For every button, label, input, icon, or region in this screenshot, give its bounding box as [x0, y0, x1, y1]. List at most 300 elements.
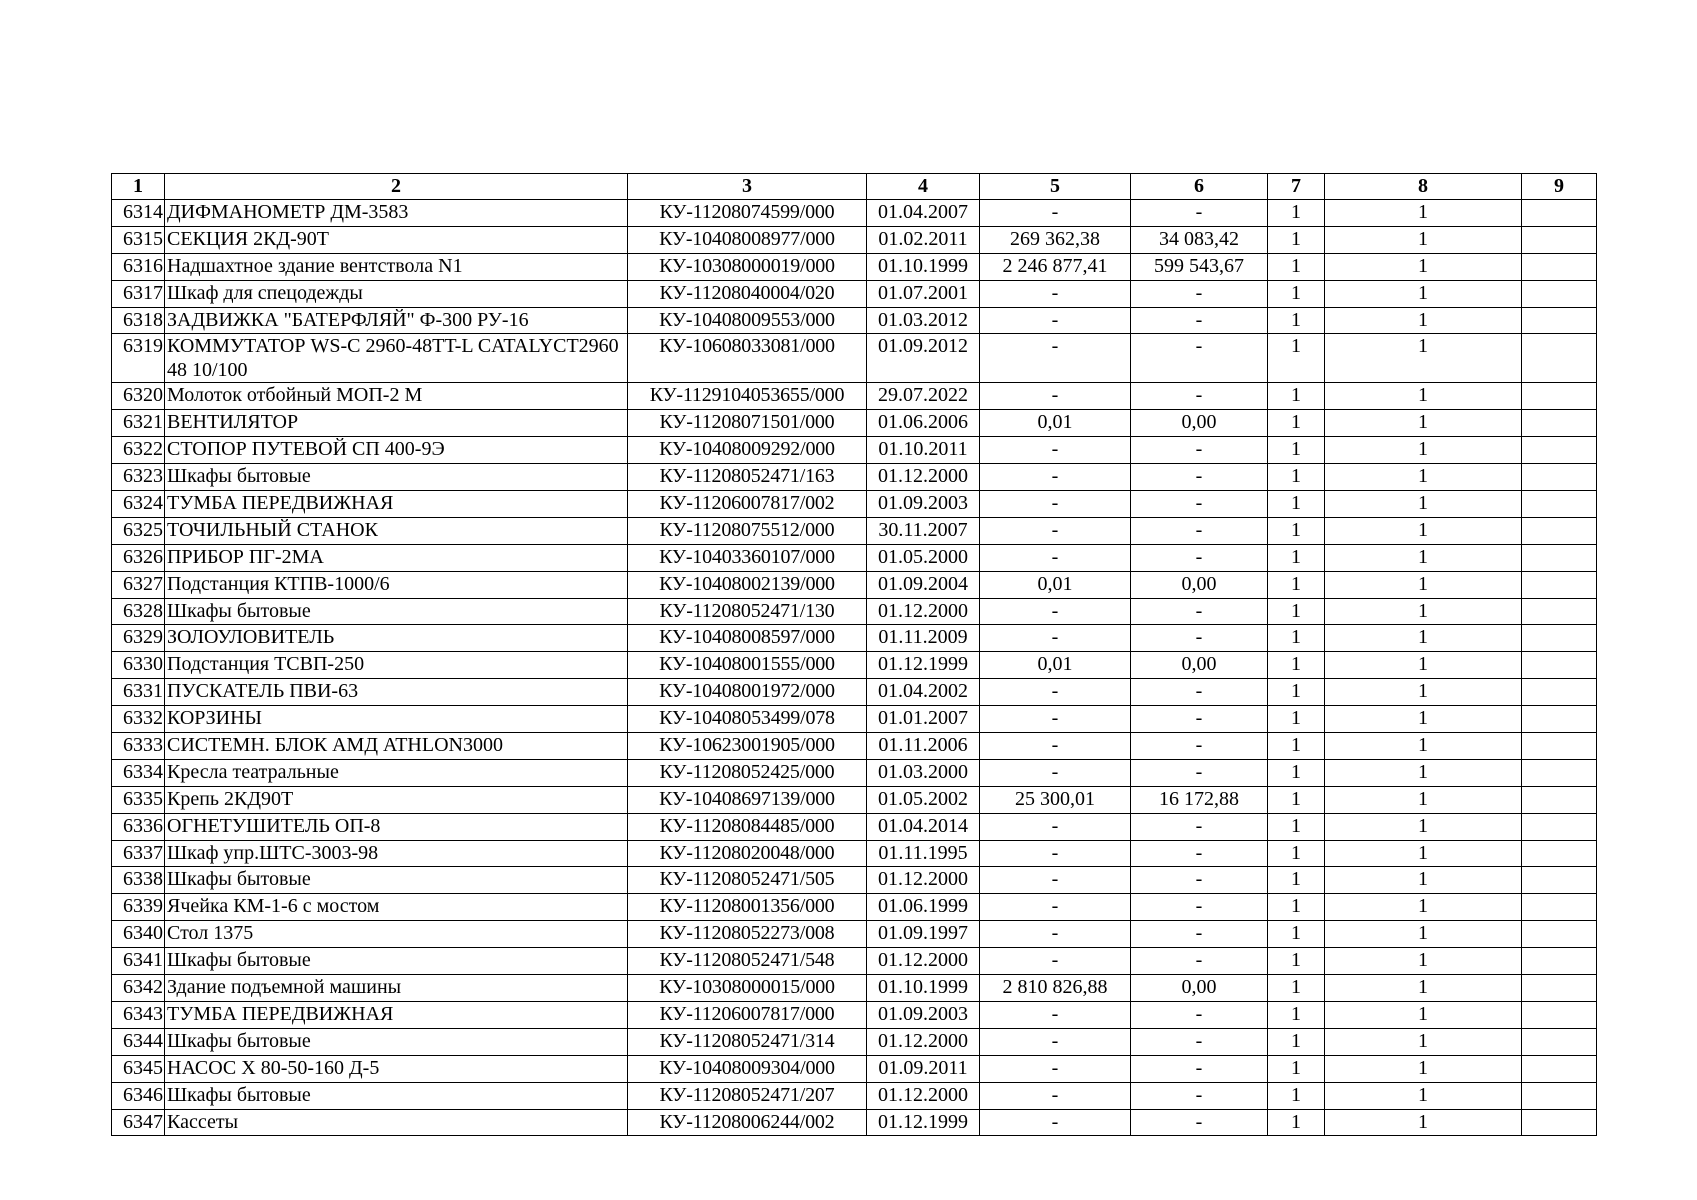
table-row	[112, 867, 1597, 894]
initial-cost-cell: -	[980, 464, 1131, 491]
quantity-cell: 1	[1268, 598, 1325, 625]
header-cell-9: 9	[1522, 174, 1597, 200]
residual-cost-cell: -	[1131, 1001, 1268, 1028]
note-cell	[1522, 334, 1597, 383]
item-name-cell: НАСОС Х 80-50-160 Д-5	[165, 1055, 628, 1082]
quantity-cell: 1	[1268, 383, 1325, 410]
residual-cost-cell: -	[1131, 1055, 1268, 1082]
initial-cost-cell: -	[980, 334, 1131, 383]
date-cell: 01.09.2012	[867, 334, 980, 383]
inventory-code-cell: КУ-11206007817/000	[628, 1001, 867, 1028]
item-name-cell: Кассеты	[165, 1109, 628, 1136]
date-cell: 01.05.2000	[867, 544, 980, 571]
date-cell: 01.03.2012	[867, 307, 980, 334]
inventory-code-cell: КУ-11206007817/002	[628, 491, 867, 518]
date-cell: 30.11.2007	[867, 517, 980, 544]
row-number-cell: 6325	[112, 517, 165, 544]
table-row	[112, 652, 1597, 679]
row-number-cell: 6337	[112, 840, 165, 867]
residual-cost-cell: -	[1131, 679, 1268, 706]
item-name-cell: Шкаф упр.ШТС-3003-98	[165, 840, 628, 867]
row-number-cell: 6331	[112, 679, 165, 706]
row-number-cell: 6333	[112, 733, 165, 760]
table-row	[112, 517, 1597, 544]
inventory-code-cell: КУ-11208040004/020	[628, 280, 867, 307]
actual-quantity-cell: 1	[1325, 759, 1522, 786]
date-cell: 01.10.2011	[867, 437, 980, 464]
actual-quantity-cell: 1	[1325, 1082, 1522, 1109]
inventory-code-cell: КУ-11208052471/163	[628, 464, 867, 491]
row-number-cell: 6316	[112, 253, 165, 280]
inventory-sheet	[111, 173, 1597, 1136]
row-number-cell: 6327	[112, 571, 165, 598]
note-cell	[1522, 894, 1597, 921]
inventory-code-cell: КУ-11208020048/000	[628, 840, 867, 867]
residual-cost-cell: -	[1131, 706, 1268, 733]
date-cell: 01.11.1995	[867, 840, 980, 867]
table-row	[112, 1001, 1597, 1028]
inventory-code-cell: КУ-10408053499/078	[628, 706, 867, 733]
table-row	[112, 280, 1597, 307]
date-cell: 01.09.2004	[867, 571, 980, 598]
note-cell	[1522, 517, 1597, 544]
date-cell: 01.09.2003	[867, 491, 980, 518]
item-name-cell: ВЕНТИЛЯТОР	[165, 410, 628, 437]
inventory-code-cell: КУ-11208075512/000	[628, 517, 867, 544]
note-cell	[1522, 948, 1597, 975]
note-cell	[1522, 571, 1597, 598]
note-cell	[1522, 1055, 1597, 1082]
table-row	[112, 1082, 1597, 1109]
row-number-cell: 6345	[112, 1055, 165, 1082]
row-number-cell: 6342	[112, 975, 165, 1002]
residual-cost-cell: -	[1131, 813, 1268, 840]
actual-quantity-cell: 1	[1325, 1028, 1522, 1055]
note-cell	[1522, 625, 1597, 652]
inventory-code-cell: КУ-10403360107/000	[628, 544, 867, 571]
inventory-code-cell: КУ-10408008597/000	[628, 625, 867, 652]
actual-quantity-cell: 1	[1325, 598, 1522, 625]
actual-quantity-cell: 1	[1325, 383, 1522, 410]
quantity-cell: 1	[1268, 410, 1325, 437]
quantity-cell: 1	[1268, 437, 1325, 464]
item-name-cell: Стол 1375	[165, 921, 628, 948]
item-name-cell: КОММУТАТОР WS-C 2960-48TT-L CATALYCT2960 48 10/100	[165, 334, 628, 383]
row-number-cell: 6324	[112, 491, 165, 518]
row-number-cell: 6340	[112, 921, 165, 948]
residual-cost-cell: -	[1131, 948, 1268, 975]
note-cell	[1522, 786, 1597, 813]
residual-cost-cell: 16 172,88	[1131, 786, 1268, 813]
inventory-code-cell: КУ-10408001555/000	[628, 652, 867, 679]
item-name-cell: ОГНЕТУШИТЕЛЬ ОП-8	[165, 813, 628, 840]
residual-cost-cell: -	[1131, 840, 1268, 867]
inventory-code-cell: КУ-11208052471/505	[628, 867, 867, 894]
item-name-cell: Подстанция ТСВП-250	[165, 652, 628, 679]
actual-quantity-cell: 1	[1325, 491, 1522, 518]
residual-cost-cell: -	[1131, 1028, 1268, 1055]
row-number-cell: 6332	[112, 706, 165, 733]
note-cell	[1522, 1028, 1597, 1055]
date-cell: 01.06.2006	[867, 410, 980, 437]
residual-cost-cell: -	[1131, 491, 1268, 518]
quantity-cell: 1	[1268, 948, 1325, 975]
quantity-cell: 1	[1268, 280, 1325, 307]
quantity-cell: 1	[1268, 733, 1325, 760]
table-row	[112, 383, 1597, 410]
actual-quantity-cell: 1	[1325, 1001, 1522, 1028]
initial-cost-cell: -	[980, 1001, 1131, 1028]
actual-quantity-cell: 1	[1325, 200, 1522, 227]
residual-cost-cell: -	[1131, 598, 1268, 625]
initial-cost-cell: -	[980, 1082, 1131, 1109]
item-name-cell: Ячейка КМ-1-6 с мостом	[165, 894, 628, 921]
quantity-cell: 1	[1268, 307, 1325, 334]
quantity-cell: 1	[1268, 679, 1325, 706]
note-cell	[1522, 1082, 1597, 1109]
initial-cost-cell: -	[980, 706, 1131, 733]
inventory-code-cell: КУ-11208084485/000	[628, 813, 867, 840]
date-cell: 01.04.2007	[867, 200, 980, 227]
date-cell: 01.10.1999	[867, 253, 980, 280]
initial-cost-cell: -	[980, 280, 1131, 307]
table-row	[112, 733, 1597, 760]
quantity-cell: 1	[1268, 625, 1325, 652]
actual-quantity-cell: 1	[1325, 571, 1522, 598]
initial-cost-cell: 25 300,01	[980, 786, 1131, 813]
table-row	[112, 307, 1597, 334]
note-cell	[1522, 226, 1597, 253]
residual-cost-cell: 0,00	[1131, 571, 1268, 598]
inventory-code-cell: КУ-11208071501/000	[628, 410, 867, 437]
initial-cost-cell: -	[980, 491, 1131, 518]
actual-quantity-cell: 1	[1325, 437, 1522, 464]
initial-cost-cell: -	[980, 625, 1131, 652]
note-cell	[1522, 307, 1597, 334]
row-number-cell: 6347	[112, 1109, 165, 1136]
residual-cost-cell: -	[1131, 280, 1268, 307]
initial-cost-cell: -	[980, 307, 1131, 334]
header-cell-7: 7	[1268, 174, 1325, 200]
quantity-cell: 1	[1268, 706, 1325, 733]
residual-cost-cell: -	[1131, 464, 1268, 491]
inventory-code-cell: КУ-10608033081/000	[628, 334, 867, 383]
item-name-cell: ТОЧИЛЬНЫЙ СТАНОК	[165, 517, 628, 544]
inventory-code-cell: КУ-11208052273/008	[628, 921, 867, 948]
residual-cost-cell: -	[1131, 437, 1268, 464]
residual-cost-cell: -	[1131, 517, 1268, 544]
quantity-cell: 1	[1268, 544, 1325, 571]
note-cell	[1522, 679, 1597, 706]
header-cell-1: 1	[112, 174, 165, 200]
table-row	[112, 625, 1597, 652]
row-number-cell: 6330	[112, 652, 165, 679]
initial-cost-cell: 2 810 826,88	[980, 975, 1131, 1002]
date-cell: 01.01.2007	[867, 706, 980, 733]
note-cell	[1522, 759, 1597, 786]
actual-quantity-cell: 1	[1325, 733, 1522, 760]
note-cell	[1522, 813, 1597, 840]
item-name-cell: Надшахтное здание вентствола N1	[165, 253, 628, 280]
item-name-cell: Шкаф для спецодежды	[165, 280, 628, 307]
table-row	[112, 571, 1597, 598]
actual-quantity-cell: 1	[1325, 544, 1522, 571]
initial-cost-cell: -	[980, 200, 1131, 227]
actual-quantity-cell: 1	[1325, 517, 1522, 544]
initial-cost-cell: -	[980, 921, 1131, 948]
initial-cost-cell: -	[980, 894, 1131, 921]
residual-cost-cell: -	[1131, 733, 1268, 760]
note-cell	[1522, 733, 1597, 760]
actual-quantity-cell: 1	[1325, 1055, 1522, 1082]
table-row	[112, 1109, 1597, 1136]
item-name-cell: СТОПОР ПУТЕВОЙ СП 400-9Э	[165, 437, 628, 464]
date-cell: 01.09.2011	[867, 1055, 980, 1082]
note-cell	[1522, 437, 1597, 464]
item-name-cell: ДИФМАНОМЕТР ДМ-3583	[165, 200, 628, 227]
item-name-cell: ТУМБА ПЕРЕДВИЖНАЯ	[165, 491, 628, 518]
residual-cost-cell: 0,00	[1131, 410, 1268, 437]
quantity-cell: 1	[1268, 786, 1325, 813]
date-cell: 01.12.1999	[867, 652, 980, 679]
header-cell-2: 2	[165, 174, 628, 200]
actual-quantity-cell: 1	[1325, 253, 1522, 280]
initial-cost-cell: -	[980, 437, 1131, 464]
initial-cost-cell: -	[980, 383, 1131, 410]
item-name-cell: Шкафы бытовые	[165, 464, 628, 491]
row-number-cell: 6339	[112, 894, 165, 921]
initial-cost-cell: 269 362,38	[980, 226, 1131, 253]
note-cell	[1522, 975, 1597, 1002]
row-number-cell: 6326	[112, 544, 165, 571]
residual-cost-cell: 0,00	[1131, 975, 1268, 1002]
note-cell	[1522, 410, 1597, 437]
inventory-code-cell: КУ-10408697139/000	[628, 786, 867, 813]
inventory-code-cell: КУ-10308000019/000	[628, 253, 867, 280]
note-cell	[1522, 1109, 1597, 1136]
row-number-cell: 6329	[112, 625, 165, 652]
row-number-cell: 6322	[112, 437, 165, 464]
row-number-cell: 6341	[112, 948, 165, 975]
table-row	[112, 894, 1597, 921]
date-cell: 01.12.2000	[867, 1028, 980, 1055]
date-cell: 01.12.2000	[867, 464, 980, 491]
table-row	[112, 1055, 1597, 1082]
table-row	[112, 1028, 1597, 1055]
row-number-cell: 6319	[112, 334, 165, 383]
row-number-cell: 6323	[112, 464, 165, 491]
item-name-cell: Шкафы бытовые	[165, 598, 628, 625]
header-row	[112, 174, 1597, 200]
actual-quantity-cell: 1	[1325, 410, 1522, 437]
note-cell	[1522, 652, 1597, 679]
note-cell	[1522, 200, 1597, 227]
initial-cost-cell: -	[980, 948, 1131, 975]
quantity-cell: 1	[1268, 1082, 1325, 1109]
table-header	[112, 174, 1597, 200]
initial-cost-cell: -	[980, 679, 1131, 706]
initial-cost-cell: -	[980, 1109, 1131, 1136]
header-cell-4: 4	[867, 174, 980, 200]
residual-cost-cell: -	[1131, 921, 1268, 948]
residual-cost-cell: -	[1131, 625, 1268, 652]
table-row	[112, 200, 1597, 227]
row-number-cell: 6336	[112, 813, 165, 840]
quantity-cell: 1	[1268, 1001, 1325, 1028]
inventory-code-cell: КУ-10408009292/000	[628, 437, 867, 464]
initial-cost-cell: -	[980, 840, 1131, 867]
initial-cost-cell: -	[980, 813, 1131, 840]
item-name-cell: Молоток отбойный МОП-2 М	[165, 383, 628, 410]
inventory-table	[111, 173, 1597, 1136]
inventory-code-cell: КУ-11208001356/000	[628, 894, 867, 921]
item-name-cell: Здание подъемной машины	[165, 975, 628, 1002]
residual-cost-cell: -	[1131, 200, 1268, 227]
table-row	[112, 253, 1597, 280]
item-name-cell: Подстанция КТПВ-1000/6	[165, 571, 628, 598]
table-row	[112, 491, 1597, 518]
note-cell	[1522, 1001, 1597, 1028]
row-number-cell: 6315	[112, 226, 165, 253]
date-cell: 01.09.1997	[867, 921, 980, 948]
residual-cost-cell: -	[1131, 1082, 1268, 1109]
quantity-cell: 1	[1268, 1028, 1325, 1055]
note-cell	[1522, 598, 1597, 625]
quantity-cell: 1	[1268, 652, 1325, 679]
actual-quantity-cell: 1	[1325, 464, 1522, 491]
quantity-cell: 1	[1268, 1109, 1325, 1136]
actual-quantity-cell: 1	[1325, 280, 1522, 307]
row-number-cell: 6343	[112, 1001, 165, 1028]
actual-quantity-cell: 1	[1325, 625, 1522, 652]
item-name-cell: Крепь 2КД90Т	[165, 786, 628, 813]
item-name-cell: ЗОЛОУЛОВИТЕЛЬ	[165, 625, 628, 652]
quantity-cell: 1	[1268, 894, 1325, 921]
date-cell: 01.03.2000	[867, 759, 980, 786]
actual-quantity-cell: 1	[1325, 1109, 1522, 1136]
initial-cost-cell: -	[980, 733, 1131, 760]
item-name-cell: ЗАДВИЖКА "БАТЕРФЛЯЙ" Ф-300 РУ-16	[165, 307, 628, 334]
row-number-cell: 6317	[112, 280, 165, 307]
quantity-cell: 1	[1268, 867, 1325, 894]
actual-quantity-cell: 1	[1325, 652, 1522, 679]
actual-quantity-cell: 1	[1325, 921, 1522, 948]
row-number-cell: 6314	[112, 200, 165, 227]
quantity-cell: 1	[1268, 334, 1325, 383]
residual-cost-cell: 599 543,67	[1131, 253, 1268, 280]
item-name-cell: ТУМБА ПЕРЕДВИЖНАЯ	[165, 1001, 628, 1028]
residual-cost-cell: 34 083,42	[1131, 226, 1268, 253]
item-name-cell: Шкафы бытовые	[165, 948, 628, 975]
item-name-cell: Шкафы бытовые	[165, 1082, 628, 1109]
table-row	[112, 410, 1597, 437]
quantity-cell: 1	[1268, 975, 1325, 1002]
actual-quantity-cell: 1	[1325, 948, 1522, 975]
date-cell: 01.11.2009	[867, 625, 980, 652]
quantity-cell: 1	[1268, 921, 1325, 948]
row-number-cell: 6335	[112, 786, 165, 813]
actual-quantity-cell: 1	[1325, 679, 1522, 706]
date-cell: 01.06.1999	[867, 894, 980, 921]
actual-quantity-cell: 1	[1325, 975, 1522, 1002]
note-cell	[1522, 253, 1597, 280]
actual-quantity-cell: 1	[1325, 786, 1522, 813]
actual-quantity-cell: 1	[1325, 867, 1522, 894]
actual-quantity-cell: 1	[1325, 813, 1522, 840]
header-cell-5: 5	[980, 174, 1131, 200]
table-row	[112, 437, 1597, 464]
table-row	[112, 598, 1597, 625]
initial-cost-cell: -	[980, 544, 1131, 571]
date-cell: 01.12.2000	[867, 867, 980, 894]
table-row	[112, 334, 1597, 383]
inventory-code-cell: КУ-11208052471/548	[628, 948, 867, 975]
table-row	[112, 464, 1597, 491]
quantity-cell: 1	[1268, 840, 1325, 867]
note-cell	[1522, 280, 1597, 307]
note-cell	[1522, 706, 1597, 733]
item-name-cell: Кресла театральные	[165, 759, 628, 786]
actual-quantity-cell: 1	[1325, 894, 1522, 921]
residual-cost-cell: -	[1131, 307, 1268, 334]
item-name-cell: ПРИБОР ПГ-2МА	[165, 544, 628, 571]
date-cell: 01.05.2002	[867, 786, 980, 813]
residual-cost-cell: -	[1131, 334, 1268, 383]
inventory-code-cell: КУ-11208074599/000	[628, 200, 867, 227]
quantity-cell: 1	[1268, 253, 1325, 280]
inventory-code-cell: КУ-1129104053655/000	[628, 383, 867, 410]
note-cell	[1522, 491, 1597, 518]
initial-cost-cell: -	[980, 1055, 1131, 1082]
initial-cost-cell: -	[980, 867, 1131, 894]
row-number-cell: 6318	[112, 307, 165, 334]
quantity-cell: 1	[1268, 491, 1325, 518]
row-number-cell: 6334	[112, 759, 165, 786]
table-row	[112, 921, 1597, 948]
header-cell-3: 3	[628, 174, 867, 200]
initial-cost-cell: 0,01	[980, 652, 1131, 679]
table-row	[112, 706, 1597, 733]
item-name-cell: СЕКЦИЯ 2КД-90Т	[165, 226, 628, 253]
residual-cost-cell: -	[1131, 383, 1268, 410]
note-cell	[1522, 867, 1597, 894]
initial-cost-cell: 0,01	[980, 410, 1131, 437]
table-row	[112, 226, 1597, 253]
actual-quantity-cell: 1	[1325, 334, 1522, 383]
quantity-cell: 1	[1268, 1055, 1325, 1082]
quantity-cell: 1	[1268, 226, 1325, 253]
actual-quantity-cell: 1	[1325, 706, 1522, 733]
table-row	[112, 948, 1597, 975]
note-cell	[1522, 464, 1597, 491]
residual-cost-cell: -	[1131, 759, 1268, 786]
date-cell: 01.09.2003	[867, 1001, 980, 1028]
residual-cost-cell: 0,00	[1131, 652, 1268, 679]
row-number-cell: 6346	[112, 1082, 165, 1109]
row-number-cell: 6338	[112, 867, 165, 894]
inventory-code-cell: КУ-10408002139/000	[628, 571, 867, 598]
row-number-cell: 6321	[112, 410, 165, 437]
table-row	[112, 975, 1597, 1002]
quantity-cell: 1	[1268, 813, 1325, 840]
initial-cost-cell: -	[980, 759, 1131, 786]
residual-cost-cell: -	[1131, 867, 1268, 894]
date-cell: 01.11.2006	[867, 733, 980, 760]
inventory-code-cell: КУ-10623001905/000	[628, 733, 867, 760]
table-row	[112, 840, 1597, 867]
date-cell: 29.07.2022	[867, 383, 980, 410]
actual-quantity-cell: 1	[1325, 226, 1522, 253]
